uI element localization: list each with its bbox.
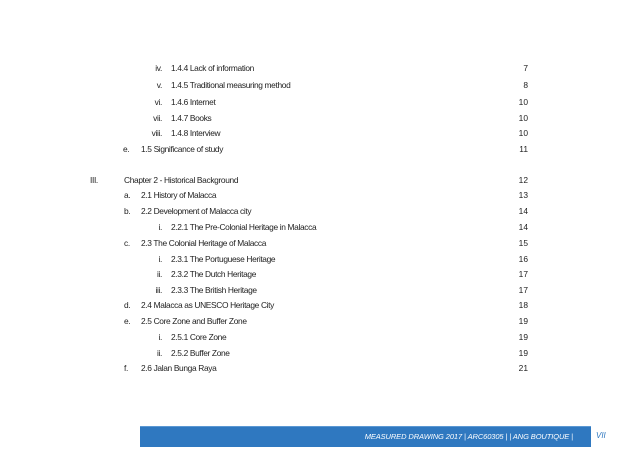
- toc-page-number: 18: [518, 300, 528, 310]
- toc-page-number: 17: [518, 269, 528, 279]
- toc-entry: [130, 62, 254, 74]
- toc-marker: i.: [158, 254, 162, 264]
- footer-divider: [591, 426, 592, 446]
- toc-page-number: 10: [518, 128, 528, 138]
- toc-entry: [123, 143, 223, 155]
- page-number: VII: [596, 431, 606, 440]
- toc-entry: [124, 315, 247, 327]
- toc-marker: vii.: [153, 113, 162, 123]
- toc-page-number: 13: [518, 190, 528, 200]
- toc-marker: e.: [124, 316, 131, 326]
- toc-title: 2.2 Development of Malacca city: [141, 206, 252, 216]
- toc-entry: [130, 284, 257, 296]
- toc-entry: [130, 127, 220, 139]
- toc-page-number: 17: [518, 285, 528, 295]
- toc-title: 2.4 Malacca as UNESCO Heritage City: [141, 300, 274, 310]
- toc-entry: [124, 189, 216, 201]
- toc-page-number: 10: [518, 97, 528, 107]
- toc-title: 1.5 Significance of study: [141, 144, 224, 154]
- toc-title: 2.3 The Colonial Heritage of Malacca: [141, 238, 267, 248]
- toc-entry: [130, 221, 316, 233]
- footer-text: MEASURED DRAWING 2017 | ARC60305 | | ANG BOUTIQUE |: [364, 432, 573, 441]
- toc-page-number: 15: [518, 238, 528, 248]
- toc-entry: [130, 347, 230, 359]
- toc-marker: vi.: [154, 97, 162, 107]
- toc-title: 1.4.4 Lack of information: [171, 63, 254, 73]
- toc-page-number: 19: [518, 348, 528, 358]
- toc-page-number: 7: [523, 63, 528, 73]
- toc-title: 2.5 Core Zone and Buffer Zone: [141, 316, 247, 326]
- toc-entry: [130, 268, 256, 280]
- toc-entry: [130, 331, 226, 343]
- toc-marker: ii.: [157, 348, 162, 358]
- toc-marker: III.: [90, 175, 98, 185]
- toc-title: 1.4.8 Interview: [171, 128, 221, 138]
- toc-marker: iii.: [155, 285, 162, 295]
- toc-marker: v.: [156, 80, 162, 90]
- toc-title: 2.2.1 The Pre-Colonial Heritage in Malacca: [171, 222, 317, 232]
- toc-title: 1.4.7 Books: [171, 113, 212, 123]
- toc-marker: i.: [158, 222, 162, 232]
- toc-page-number: 10: [518, 113, 528, 123]
- toc-page-number: 16: [518, 254, 528, 264]
- toc-title: 2.5.2 Buffer Zone: [171, 348, 230, 358]
- toc-marker: c.: [124, 238, 130, 248]
- toc-marker: iv.: [155, 63, 162, 73]
- toc-title: 2.6 Jalan Bunga Raya: [141, 363, 217, 373]
- toc-entry: [124, 205, 251, 217]
- toc-page-number: 19: [518, 332, 528, 342]
- toc-page-number: 14: [518, 222, 528, 232]
- toc-title: 2.5.1 Core Zone: [171, 332, 227, 342]
- toc-marker: ii.: [157, 269, 162, 279]
- toc-entry: [124, 237, 266, 249]
- toc-page-number: 8: [523, 80, 528, 90]
- toc-title: 2.3.2 The Dutch Heritage: [171, 269, 257, 279]
- footer-bar: [140, 426, 591, 447]
- toc-marker: f.: [124, 363, 128, 373]
- toc-title: 2.3.3 The British Heritage: [171, 285, 257, 295]
- toc-title: 2.3.1 The Portuguese Heritage: [171, 254, 276, 264]
- toc-page-number: 19: [518, 316, 528, 326]
- toc-marker: a.: [124, 190, 131, 200]
- toc-page-number: 14: [518, 206, 528, 216]
- toc-entry: [130, 79, 290, 91]
- toc-entry: [124, 362, 216, 374]
- toc-entry: [124, 299, 274, 311]
- toc-page-number: 11: [519, 144, 528, 154]
- toc-chapter-entry: [90, 174, 238, 186]
- toc-title: Chapter 2 - Historical Background: [124, 175, 239, 185]
- toc-entry: [130, 112, 211, 124]
- toc-page-number: 21: [518, 363, 528, 373]
- toc-entry: [130, 253, 275, 265]
- toc-entry: [130, 96, 215, 108]
- toc-marker: e.: [123, 144, 130, 154]
- toc-marker: i.: [158, 332, 162, 342]
- toc-marker: d.: [124, 300, 131, 310]
- toc-title: 1.4.5 Traditional measuring method: [171, 80, 291, 90]
- toc-page-number: 12: [518, 175, 528, 185]
- toc-title: 2.1 History of Malacca: [141, 190, 217, 200]
- toc-title: 1.4.6 Internet: [171, 97, 216, 107]
- toc-marker: viii.: [151, 128, 162, 138]
- toc-marker: b.: [124, 206, 131, 216]
